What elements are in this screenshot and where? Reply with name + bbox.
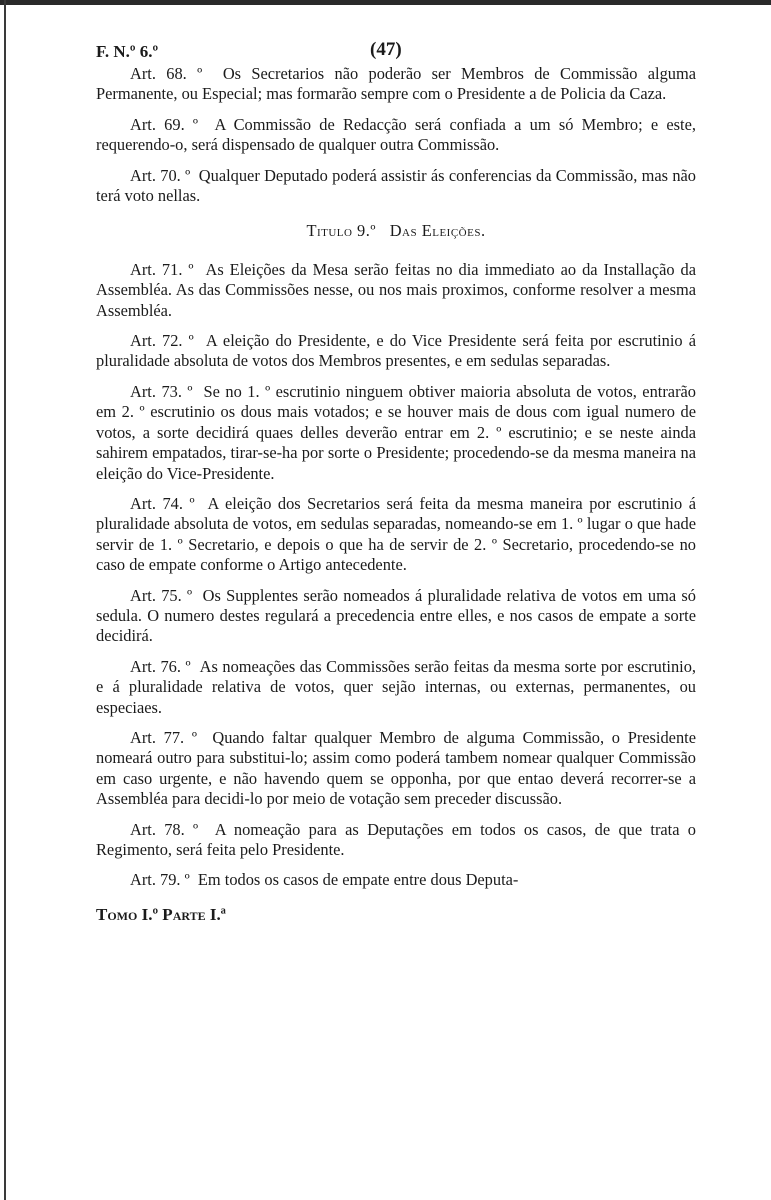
article-text: As Eleições da Mesa serão feitas no dia immediato ao da Installação da Assembléa. As das Commissões nesse, ou nos mais proximos, conforme resolver a mesma Assembléa. xyxy=(96,259,697,320)
title-name: Das Eleições. xyxy=(389,221,486,241)
article-71 xyxy=(96,260,696,321)
article-79 xyxy=(96,870,696,890)
article-72 xyxy=(96,331,696,372)
article-label: Art. 74. º xyxy=(130,493,195,513)
article-text: Os Supplentes serão nomeados á pluralidade relativa de votos em uma só sedula. O numero destes regulará a precedencia entre elles, e nos casos de empate a sorte decidirá. xyxy=(96,585,696,646)
signature-mark: F. N.º 6.º xyxy=(96,42,159,61)
article-69 xyxy=(96,115,696,156)
article-text: A eleição dos Secretarios será feita da mesma maneira por escrutinio á pluralidade absoluta de votos, em sedulas separadas, nomeando-se em 1. º lugar o que hade servir de 1. º Secretario, e depois o que ha de servir de 2. º Secretario, procedendo-se no caso de empate conforme o Artigo antecedente. xyxy=(96,493,696,575)
article-label: Art. 76. º xyxy=(130,656,191,676)
article-label: Art. 75. º xyxy=(130,585,193,605)
article-label: Art. 71. º xyxy=(130,259,194,279)
article-text: Quando faltar qualquer Membro de alguma Commissão, o Presidente nomeará outro para substitui-lo; assim como poderá tambem nomear qualquer Commissão em caso urgente, e não havendo quem se opponha, por que entao deverá recorrer-se a Assembléa para decidi-lo por meio de votação sem preceder discussão. xyxy=(96,727,696,809)
article-text: Se no 1. º escrutinio ninguem obtiver maioria absoluta de votos, entrarão em 2. º escrutinio os dous mais votados; e se houver mais de dous com igual numero de votos, a sorte decidirá quaes delles deverão entrar em 2. º escrutinio; e se neste ainda sahirem empatados, tirar-se-ha por sorte o Presidente; procedendo-se da mesma maneira na eleição do Vice-Presidente. xyxy=(96,381,696,483)
article-label: Art. 78. º xyxy=(130,819,199,839)
title-prefix: Titulo 9.º xyxy=(306,221,376,241)
article-77 xyxy=(96,728,696,810)
article-text: A eleição do Presidente, e do Vice Presidente será feita por escrutinio á pluralidade absoluta de votos dos Membros presentes, e em sedulas separadas. xyxy=(96,331,696,371)
article-76 xyxy=(96,657,696,718)
article-label: Art. 77. º xyxy=(130,727,197,747)
page-header xyxy=(96,40,696,64)
article-74 xyxy=(96,494,696,576)
article-text: Em todos os casos de empate entre dous Deputa- xyxy=(197,870,519,890)
article-68 xyxy=(96,64,696,105)
article-text: A nomeação para as Deputações em todos os casos, de que trata o Regimento, será feita pelo Presidente. xyxy=(96,819,696,859)
section-title xyxy=(96,221,696,241)
page-number: (47) xyxy=(370,39,402,60)
page-top-border xyxy=(0,0,771,5)
page-footer: Tomo I.º Parte I.ª xyxy=(96,904,226,924)
article-75 xyxy=(96,586,696,647)
article-label: Art. 69. º xyxy=(130,114,198,134)
article-78 xyxy=(96,820,696,861)
article-label: Art. 70. º xyxy=(130,165,191,185)
article-label: Art. 68. º xyxy=(130,64,203,83)
article-text: Qualquer Deputado poderá assistir ás conferencias da Commissão, mas não terá voto nellas. xyxy=(96,165,696,206)
page-left-border xyxy=(4,0,6,1200)
article-label: Art. 72. º xyxy=(130,331,194,351)
article-text: As nomeações das Commissões serão feitas da mesma sorte por escrutinio, e á pluralidade relativa de votos, quer sejão internas, ou externas, permanentes, ou especiaes. xyxy=(96,656,696,717)
article-label: Art. 79. º xyxy=(130,870,190,890)
article-text: Os Secretarios não poderão ser Membros de Commissão alguma Permanente, ou Especial; mas formarão sempre com o Presidente a de Policia da Caza. xyxy=(96,64,696,104)
document-page xyxy=(96,40,696,925)
article-73 xyxy=(96,382,696,484)
article-text: A Commissão de Redacção será confiada a um só Membro; e este, requerendo-o, será dispensado de qualquer outra Commissão. xyxy=(96,114,696,155)
article-label: Art. 73. º xyxy=(130,381,193,401)
article-70 xyxy=(96,166,696,207)
